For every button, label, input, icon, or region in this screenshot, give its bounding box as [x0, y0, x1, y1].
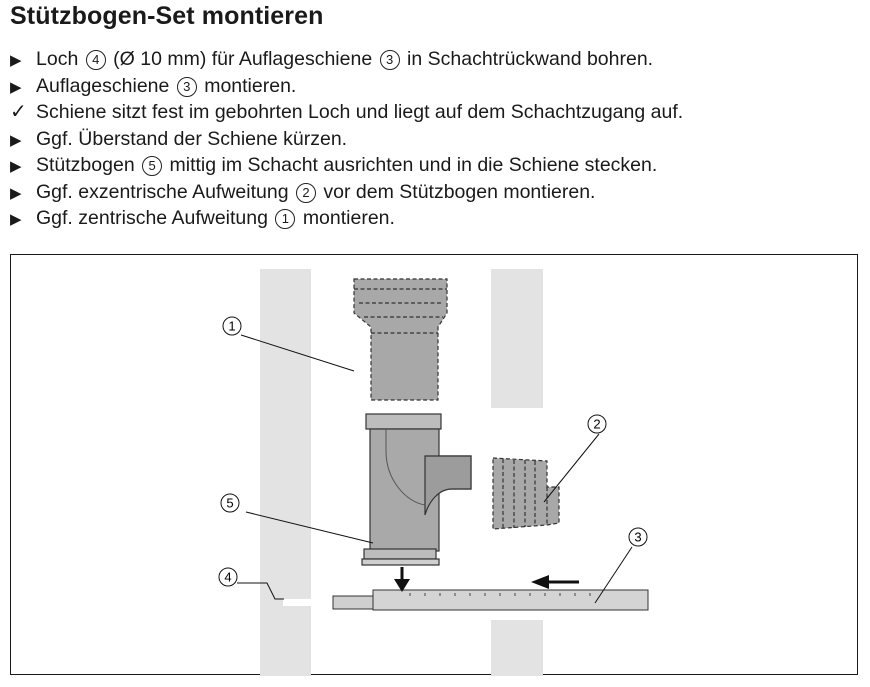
- shaft-wall-right-lower: [491, 620, 543, 676]
- callout-5: [221, 494, 239, 512]
- step-arrow-icon: ▶: [10, 211, 22, 228]
- ref-number: 1: [275, 209, 295, 229]
- list-item: [10, 46, 683, 73]
- step-text: (Ø 10 mm) für Auflageschiene: [113, 48, 373, 70]
- step-arrow-icon: ▶: [10, 131, 22, 149]
- concentric-widening: [354, 279, 447, 400]
- callout-label: 2: [593, 416, 601, 432]
- support-rail: [333, 590, 648, 610]
- step-arrow-icon: ▶: [10, 78, 22, 96]
- callout-label: 1: [228, 318, 236, 334]
- drill-hole: [283, 599, 315, 606]
- callout-2: [588, 415, 606, 433]
- list-item: [10, 126, 683, 153]
- eccentric-widening: [493, 458, 559, 529]
- ref-number: 3: [380, 50, 400, 70]
- step-text: Ggf. Überstand der Schiene kürzen.: [36, 127, 348, 150]
- ref-number: 2: [296, 183, 316, 203]
- step-text: Schiene sitzt fest im gebohrten Loch und liegt auf dem Schachtzugang auf.: [36, 101, 684, 123]
- step-text: in Schachtrückwand bohren.: [407, 48, 654, 70]
- slide-arrow-icon: [531, 575, 579, 589]
- step-text: montieren.: [204, 74, 297, 97]
- list-item: [10, 179, 683, 206]
- callout-1: [223, 317, 241, 335]
- instruction-list: [10, 46, 683, 232]
- assembly-figure: [10, 254, 858, 675]
- ref-number: 4: [86, 50, 106, 70]
- support-bend: [362, 414, 471, 565]
- step-text: vor dem Stützbogen montieren.: [323, 180, 596, 203]
- step-text: Ggf. exzentrische Aufweitung: [36, 180, 289, 203]
- list-item: [10, 99, 683, 126]
- checkmark-icon: ✓: [10, 101, 27, 123]
- step-arrow-icon: ▶: [10, 184, 22, 202]
- step-arrow-icon: ▶: [10, 158, 22, 175]
- step-text: montieren.: [302, 207, 395, 229]
- step-text: Loch: [36, 48, 79, 70]
- step-text: Auflageschiene: [36, 74, 170, 97]
- callout-label: 4: [224, 569, 232, 585]
- shaft-wall-right: [491, 269, 543, 408]
- callout-label: 5: [226, 495, 234, 511]
- callout-4: [219, 568, 237, 586]
- assembly-drawing: [11, 255, 859, 676]
- page-title: Stützbogen-Set montieren: [10, 2, 324, 30]
- callout-3: [629, 528, 647, 546]
- step-arrow-icon: ▶: [10, 52, 22, 69]
- step-text: Stützbogen: [36, 154, 135, 176]
- list-item: [10, 205, 683, 232]
- ref-number: 3: [177, 77, 197, 97]
- callout-label: 3: [634, 529, 642, 545]
- shaft-wall-left: [260, 269, 311, 676]
- ref-number: 5: [142, 156, 162, 176]
- insert-arrow-icon: [394, 567, 410, 592]
- list-item: [10, 152, 683, 179]
- step-text: mittig im Schacht ausrichten und in die Schiene stecken.: [169, 154, 658, 176]
- step-text: Ggf. zentrische Aufweitung: [36, 207, 268, 229]
- list-item: [10, 73, 683, 100]
